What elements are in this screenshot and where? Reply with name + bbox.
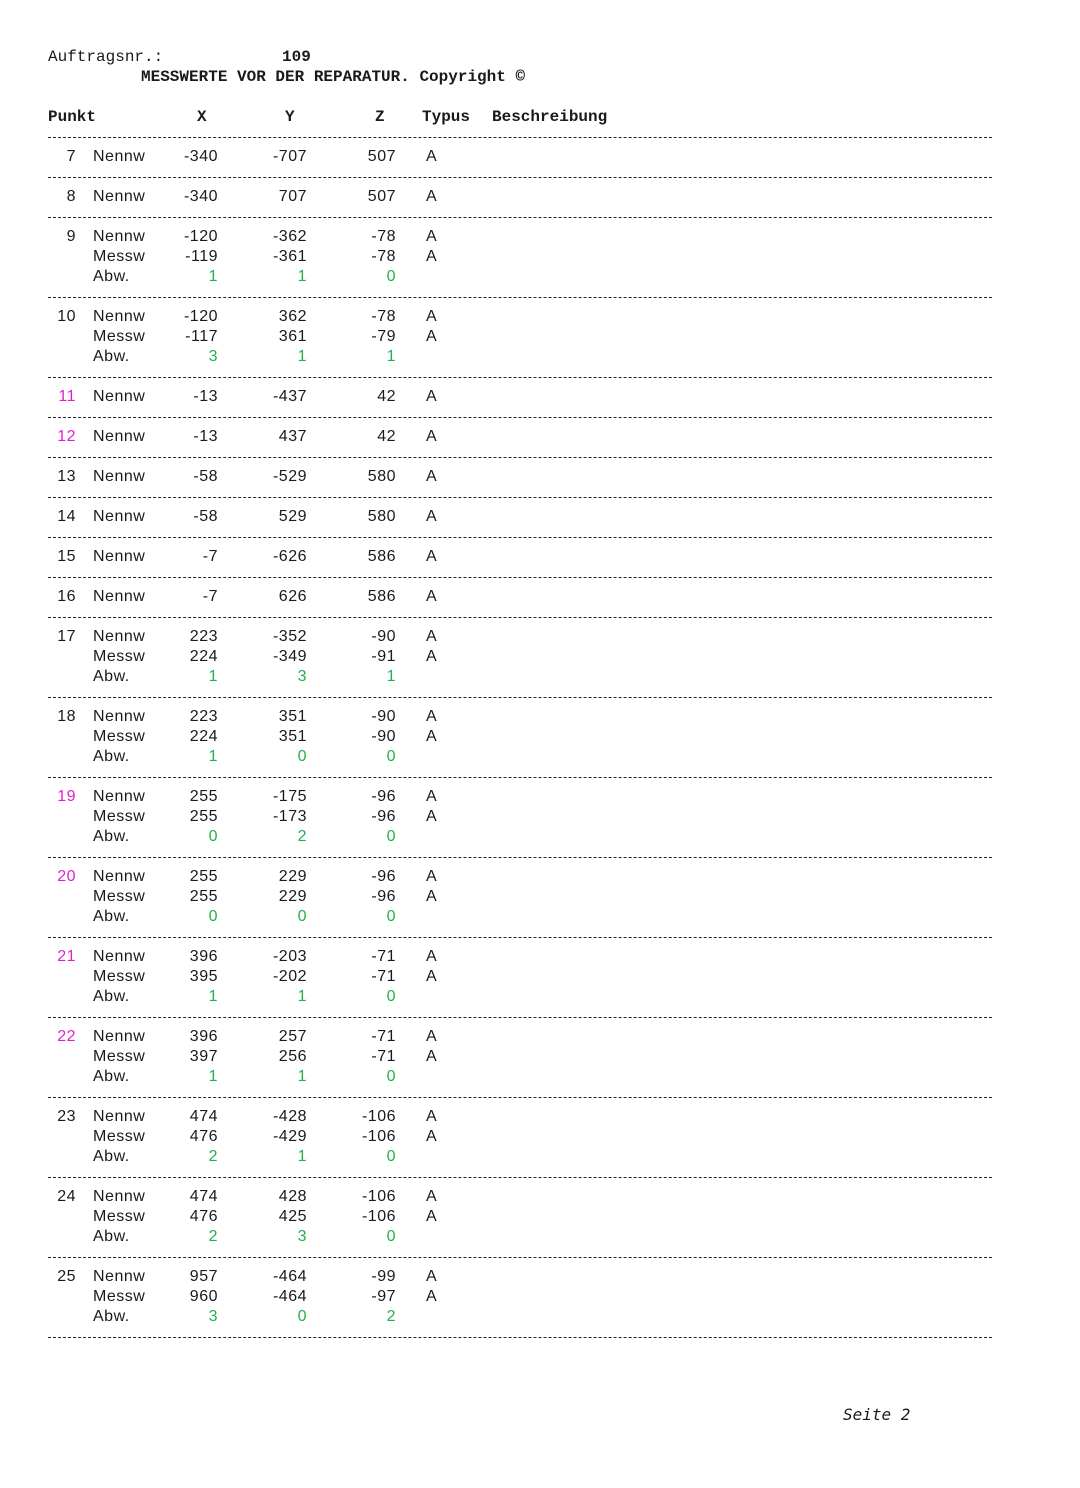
table-row	[0, 1208, 1080, 1228]
row-separator	[48, 617, 992, 618]
row-separator	[48, 137, 992, 138]
value-z: 580	[367, 468, 396, 485]
column-header-y: Y	[285, 108, 295, 126]
row-kind-label: Abw.	[93, 828, 130, 845]
value-z: -78	[371, 248, 396, 265]
value-y: -352	[272, 628, 307, 645]
row-kind-label: Nennw	[93, 628, 146, 645]
row-kind-label: Messw	[93, 328, 146, 345]
order-number-label: Auftragsnr.:	[48, 48, 164, 66]
row-separator	[48, 937, 992, 938]
row-kind-label: Nennw	[93, 708, 146, 725]
table-row	[0, 328, 1080, 348]
value-z: 1	[386, 348, 396, 365]
value-z: 0	[386, 748, 396, 765]
value-y: 1	[297, 1068, 307, 1085]
table-row	[0, 1308, 1080, 1328]
value-x: 476	[189, 1128, 218, 1145]
row-kind-label: Abw.	[93, 348, 130, 365]
table-row	[0, 348, 1080, 368]
value-typus: A	[426, 588, 438, 605]
row-kind-label: Nennw	[93, 1108, 146, 1125]
value-typus: A	[426, 1188, 438, 1205]
point-number: 18	[57, 708, 76, 725]
row-separator	[48, 1257, 992, 1258]
value-y: 257	[278, 1028, 307, 1045]
row-kind-label: Nennw	[93, 148, 146, 165]
value-x: 3	[208, 348, 218, 365]
row-kind-label: Nennw	[93, 428, 146, 445]
value-z: 0	[386, 908, 396, 925]
value-y: 351	[278, 728, 307, 745]
table-row	[0, 828, 1080, 848]
value-x: 474	[189, 1188, 218, 1205]
table-row	[0, 268, 1080, 288]
value-x: 474	[189, 1108, 218, 1125]
row-kind-label: Abw.	[93, 1148, 130, 1165]
value-z: 0	[386, 828, 396, 845]
point-number: 23	[57, 1108, 76, 1125]
value-x: 3	[208, 1308, 218, 1325]
value-y: 0	[297, 1308, 307, 1325]
value-y: 707	[278, 188, 307, 205]
table-row	[0, 808, 1080, 828]
row-separator	[48, 457, 992, 458]
value-typus: A	[426, 728, 438, 745]
row-kind-label: Abw.	[93, 668, 130, 685]
column-header-x: X	[197, 108, 207, 126]
value-z: -106	[361, 1108, 396, 1125]
value-y: 256	[278, 1048, 307, 1065]
value-typus: A	[426, 1028, 438, 1045]
row-separator	[48, 1177, 992, 1178]
value-z: 0	[386, 988, 396, 1005]
row-kind-label: Messw	[93, 1288, 146, 1305]
table-row	[0, 1108, 1080, 1128]
table-row	[0, 908, 1080, 928]
row-separator	[48, 857, 992, 858]
value-z: -71	[371, 968, 396, 985]
value-typus: A	[426, 248, 438, 265]
row-separator	[48, 697, 992, 698]
value-x: 1	[208, 668, 218, 685]
row-separator	[48, 297, 992, 298]
row-kind-label: Nennw	[93, 788, 146, 805]
row-kind-label: Messw	[93, 648, 146, 665]
value-y: 1	[297, 988, 307, 1005]
row-kind-label: Messw	[93, 728, 146, 745]
value-x: 397	[189, 1048, 218, 1065]
table-row	[0, 788, 1080, 808]
value-y: -203	[272, 948, 307, 965]
value-z: 0	[386, 1068, 396, 1085]
row-kind-label: Nennw	[93, 188, 146, 205]
value-y: -626	[272, 548, 307, 565]
value-typus: A	[426, 648, 438, 665]
value-x: -117	[185, 328, 218, 345]
value-typus: A	[426, 788, 438, 805]
value-z: 2	[386, 1308, 396, 1325]
table-row	[0, 428, 1080, 448]
value-typus: A	[426, 548, 438, 565]
value-x: 476	[189, 1208, 218, 1225]
value-typus: A	[426, 188, 438, 205]
value-y: -529	[272, 468, 307, 485]
value-x: -120	[183, 308, 218, 325]
row-kind-label: Messw	[93, 888, 146, 905]
value-typus: A	[426, 328, 438, 345]
value-y: -175	[272, 788, 307, 805]
value-z: -99	[371, 1268, 396, 1285]
value-y: -173	[272, 808, 307, 825]
value-x: -119	[185, 248, 218, 265]
point-number: 8	[66, 188, 76, 205]
value-typus: A	[426, 428, 438, 445]
table-row	[0, 648, 1080, 668]
row-kind-label: Nennw	[93, 308, 146, 325]
row-separator	[48, 777, 992, 778]
point-number: 14	[57, 508, 76, 525]
table-row	[0, 1068, 1080, 1088]
table-row	[0, 1028, 1080, 1048]
value-x: 960	[189, 1288, 218, 1305]
value-typus: A	[426, 628, 438, 645]
row-kind-label: Abw.	[93, 908, 130, 925]
value-y: 0	[297, 748, 307, 765]
value-y: -429	[272, 1128, 307, 1145]
point-number: 22	[57, 1028, 76, 1045]
value-x: 1	[208, 748, 218, 765]
value-y: 0	[297, 908, 307, 925]
value-z: -79	[371, 328, 396, 345]
point-number: 16	[57, 588, 76, 605]
point-number: 15	[57, 548, 76, 565]
row-kind-label: Nennw	[93, 868, 146, 885]
column-header-beschreibung: Beschreibung	[492, 108, 608, 126]
value-x: 255	[189, 788, 218, 805]
value-typus: A	[426, 228, 438, 245]
value-z: -96	[371, 788, 396, 805]
table-row	[0, 888, 1080, 908]
table-row	[0, 1228, 1080, 1248]
value-z: -90	[371, 628, 396, 645]
value-typus: A	[426, 308, 438, 325]
table-row	[0, 1148, 1080, 1168]
value-z: 580	[367, 508, 396, 525]
point-number: 19	[57, 788, 76, 805]
value-y: 351	[278, 708, 307, 725]
value-y: -428	[272, 1108, 307, 1125]
value-y: 425	[278, 1208, 307, 1225]
value-z: 1	[386, 668, 396, 685]
point-number: 21	[57, 948, 76, 965]
row-kind-label: Messw	[93, 968, 146, 985]
value-x: -340	[183, 188, 218, 205]
row-kind-label: Nennw	[93, 1188, 146, 1205]
value-typus: A	[426, 1128, 438, 1145]
value-y: -362	[272, 228, 307, 245]
row-separator	[48, 1017, 992, 1018]
table-row	[0, 628, 1080, 648]
value-y: 529	[278, 508, 307, 525]
row-kind-label: Messw	[93, 808, 146, 825]
value-y: 229	[278, 888, 307, 905]
value-x: -340	[183, 148, 218, 165]
value-z: 42	[377, 388, 396, 405]
value-typus: A	[426, 468, 438, 485]
row-kind-label: Nennw	[93, 388, 146, 405]
table-row	[0, 868, 1080, 888]
value-y: 3	[297, 1228, 307, 1245]
value-y: -707	[272, 148, 307, 165]
table-row	[0, 228, 1080, 248]
point-number: 25	[57, 1268, 76, 1285]
table-row	[0, 548, 1080, 568]
table-row	[0, 308, 1080, 328]
value-y: 229	[278, 868, 307, 885]
value-typus: A	[426, 948, 438, 965]
column-header-typus: Typus	[422, 108, 471, 126]
value-y: -202	[272, 968, 307, 985]
table-row	[0, 388, 1080, 408]
value-z: 42	[377, 428, 396, 445]
table-row	[0, 508, 1080, 528]
table-row	[0, 588, 1080, 608]
point-number: 9	[66, 228, 76, 245]
row-separator	[48, 417, 992, 418]
table-row	[0, 1128, 1080, 1148]
value-typus: A	[426, 508, 438, 525]
value-z: 586	[367, 588, 396, 605]
value-x: 396	[189, 948, 218, 965]
value-x: -58	[193, 468, 218, 485]
column-header-z: Z	[375, 108, 385, 126]
value-z: -71	[371, 948, 396, 965]
value-y: 3	[297, 668, 307, 685]
row-separator	[48, 217, 992, 218]
value-typus: A	[426, 1048, 438, 1065]
row-kind-label: Messw	[93, 248, 146, 265]
value-y: 361	[278, 328, 307, 345]
value-z: 507	[367, 148, 396, 165]
row-kind-label: Nennw	[93, 468, 146, 485]
value-typus: A	[426, 968, 438, 985]
value-y: 428	[278, 1188, 307, 1205]
value-x: 1	[208, 268, 218, 285]
row-kind-label: Abw.	[93, 1308, 130, 1325]
value-x: 223	[189, 708, 218, 725]
value-z: -96	[371, 888, 396, 905]
value-typus: A	[426, 808, 438, 825]
value-z: -71	[371, 1048, 396, 1065]
value-z: -90	[371, 708, 396, 725]
value-x: 224	[189, 648, 218, 665]
row-separator	[48, 1337, 992, 1338]
table-row	[0, 968, 1080, 988]
value-typus: A	[426, 708, 438, 725]
value-x: -13	[193, 388, 218, 405]
value-z: -96	[371, 808, 396, 825]
value-z: -97	[371, 1288, 396, 1305]
point-number: 7	[66, 148, 76, 165]
table-row	[0, 248, 1080, 268]
value-z: -106	[361, 1128, 396, 1145]
value-z: 586	[367, 548, 396, 565]
row-kind-label: Nennw	[93, 948, 146, 965]
value-x: 1	[208, 988, 218, 1005]
point-number: 11	[58, 388, 76, 405]
row-kind-label: Nennw	[93, 1268, 146, 1285]
value-z: 0	[386, 1148, 396, 1165]
row-kind-label: Messw	[93, 1048, 146, 1065]
row-separator	[48, 537, 992, 538]
row-kind-label: Abw.	[93, 1228, 130, 1245]
value-typus: A	[426, 1268, 438, 1285]
table-row	[0, 188, 1080, 208]
point-number: 17	[57, 628, 76, 645]
value-z: -96	[371, 868, 396, 885]
row-kind-label: Abw.	[93, 748, 130, 765]
value-y: 362	[278, 308, 307, 325]
value-z: 0	[386, 268, 396, 285]
value-x: -120	[183, 228, 218, 245]
table-row	[0, 668, 1080, 688]
value-x: 2	[208, 1228, 218, 1245]
value-y: -361	[272, 248, 307, 265]
value-y: -464	[272, 1268, 307, 1285]
row-separator	[48, 377, 992, 378]
value-z: 507	[367, 188, 396, 205]
value-x: 957	[189, 1268, 218, 1285]
value-z: -71	[371, 1028, 396, 1045]
value-x: -7	[202, 548, 218, 565]
table-row	[0, 948, 1080, 968]
row-separator	[48, 1097, 992, 1098]
value-z: -91	[371, 648, 396, 665]
row-kind-label: Nennw	[93, 1028, 146, 1045]
value-z: -106	[361, 1188, 396, 1205]
table-row	[0, 1268, 1080, 1288]
row-kind-label: Abw.	[93, 1068, 130, 1085]
value-typus: A	[426, 148, 438, 165]
value-y: 626	[278, 588, 307, 605]
value-x: 255	[189, 888, 218, 905]
value-x: 0	[208, 828, 218, 845]
row-kind-label: Nennw	[93, 588, 146, 605]
value-x: 255	[189, 868, 218, 885]
value-typus: A	[426, 868, 438, 885]
point-number: 24	[57, 1188, 76, 1205]
value-z: -90	[371, 728, 396, 745]
value-typus: A	[426, 888, 438, 905]
value-x: 0	[208, 908, 218, 925]
value-y: -464	[272, 1288, 307, 1305]
table-row	[0, 728, 1080, 748]
value-x: -58	[193, 508, 218, 525]
column-header-punkt: Punkt	[48, 108, 97, 126]
value-y: 2	[297, 828, 307, 845]
value-y: 437	[278, 428, 307, 445]
value-x: 1	[208, 1068, 218, 1085]
value-y: 1	[297, 268, 307, 285]
value-y: -437	[272, 388, 307, 405]
value-x: 395	[189, 968, 218, 985]
row-kind-label: Nennw	[93, 548, 146, 565]
table-row	[0, 1048, 1080, 1068]
value-y: -349	[272, 648, 307, 665]
table-row	[0, 148, 1080, 168]
table-row	[0, 708, 1080, 728]
value-x: 2	[208, 1148, 218, 1165]
value-typus: A	[426, 388, 438, 405]
row-separator	[48, 177, 992, 178]
row-kind-label: Abw.	[93, 988, 130, 1005]
value-typus: A	[426, 1288, 438, 1305]
point-number: 13	[57, 468, 76, 485]
table-row	[0, 468, 1080, 488]
row-kind-label: Messw	[93, 1128, 146, 1145]
value-typus: A	[426, 1208, 438, 1225]
table-row	[0, 748, 1080, 768]
order-number-value: 109	[282, 48, 311, 66]
point-number: 12	[57, 428, 76, 445]
value-x: 396	[189, 1028, 218, 1045]
page-number: Seite 2	[843, 1405, 911, 1424]
row-kind-label: Abw.	[93, 268, 130, 285]
point-number: 20	[57, 868, 76, 885]
table-row	[0, 1188, 1080, 1208]
row-separator	[48, 497, 992, 498]
value-z: -78	[371, 228, 396, 245]
value-y: 1	[297, 348, 307, 365]
value-x: -7	[202, 588, 218, 605]
value-x: -13	[193, 428, 218, 445]
value-x: 223	[189, 628, 218, 645]
value-y: 1	[297, 1148, 307, 1165]
point-number: 10	[57, 308, 76, 325]
table-row	[0, 1288, 1080, 1308]
value-x: 255	[189, 808, 218, 825]
value-typus: A	[426, 1108, 438, 1125]
row-kind-label: Messw	[93, 1208, 146, 1225]
value-z: -106	[361, 1208, 396, 1225]
row-separator	[48, 577, 992, 578]
value-z: 0	[386, 1228, 396, 1245]
row-kind-label: Nennw	[93, 508, 146, 525]
value-x: 224	[189, 728, 218, 745]
row-kind-label: Nennw	[93, 228, 146, 245]
value-z: -78	[371, 308, 396, 325]
page-heading: MESSWERTE VOR DER REPARATUR. Copyright ©	[141, 68, 526, 86]
table-row	[0, 988, 1080, 1008]
